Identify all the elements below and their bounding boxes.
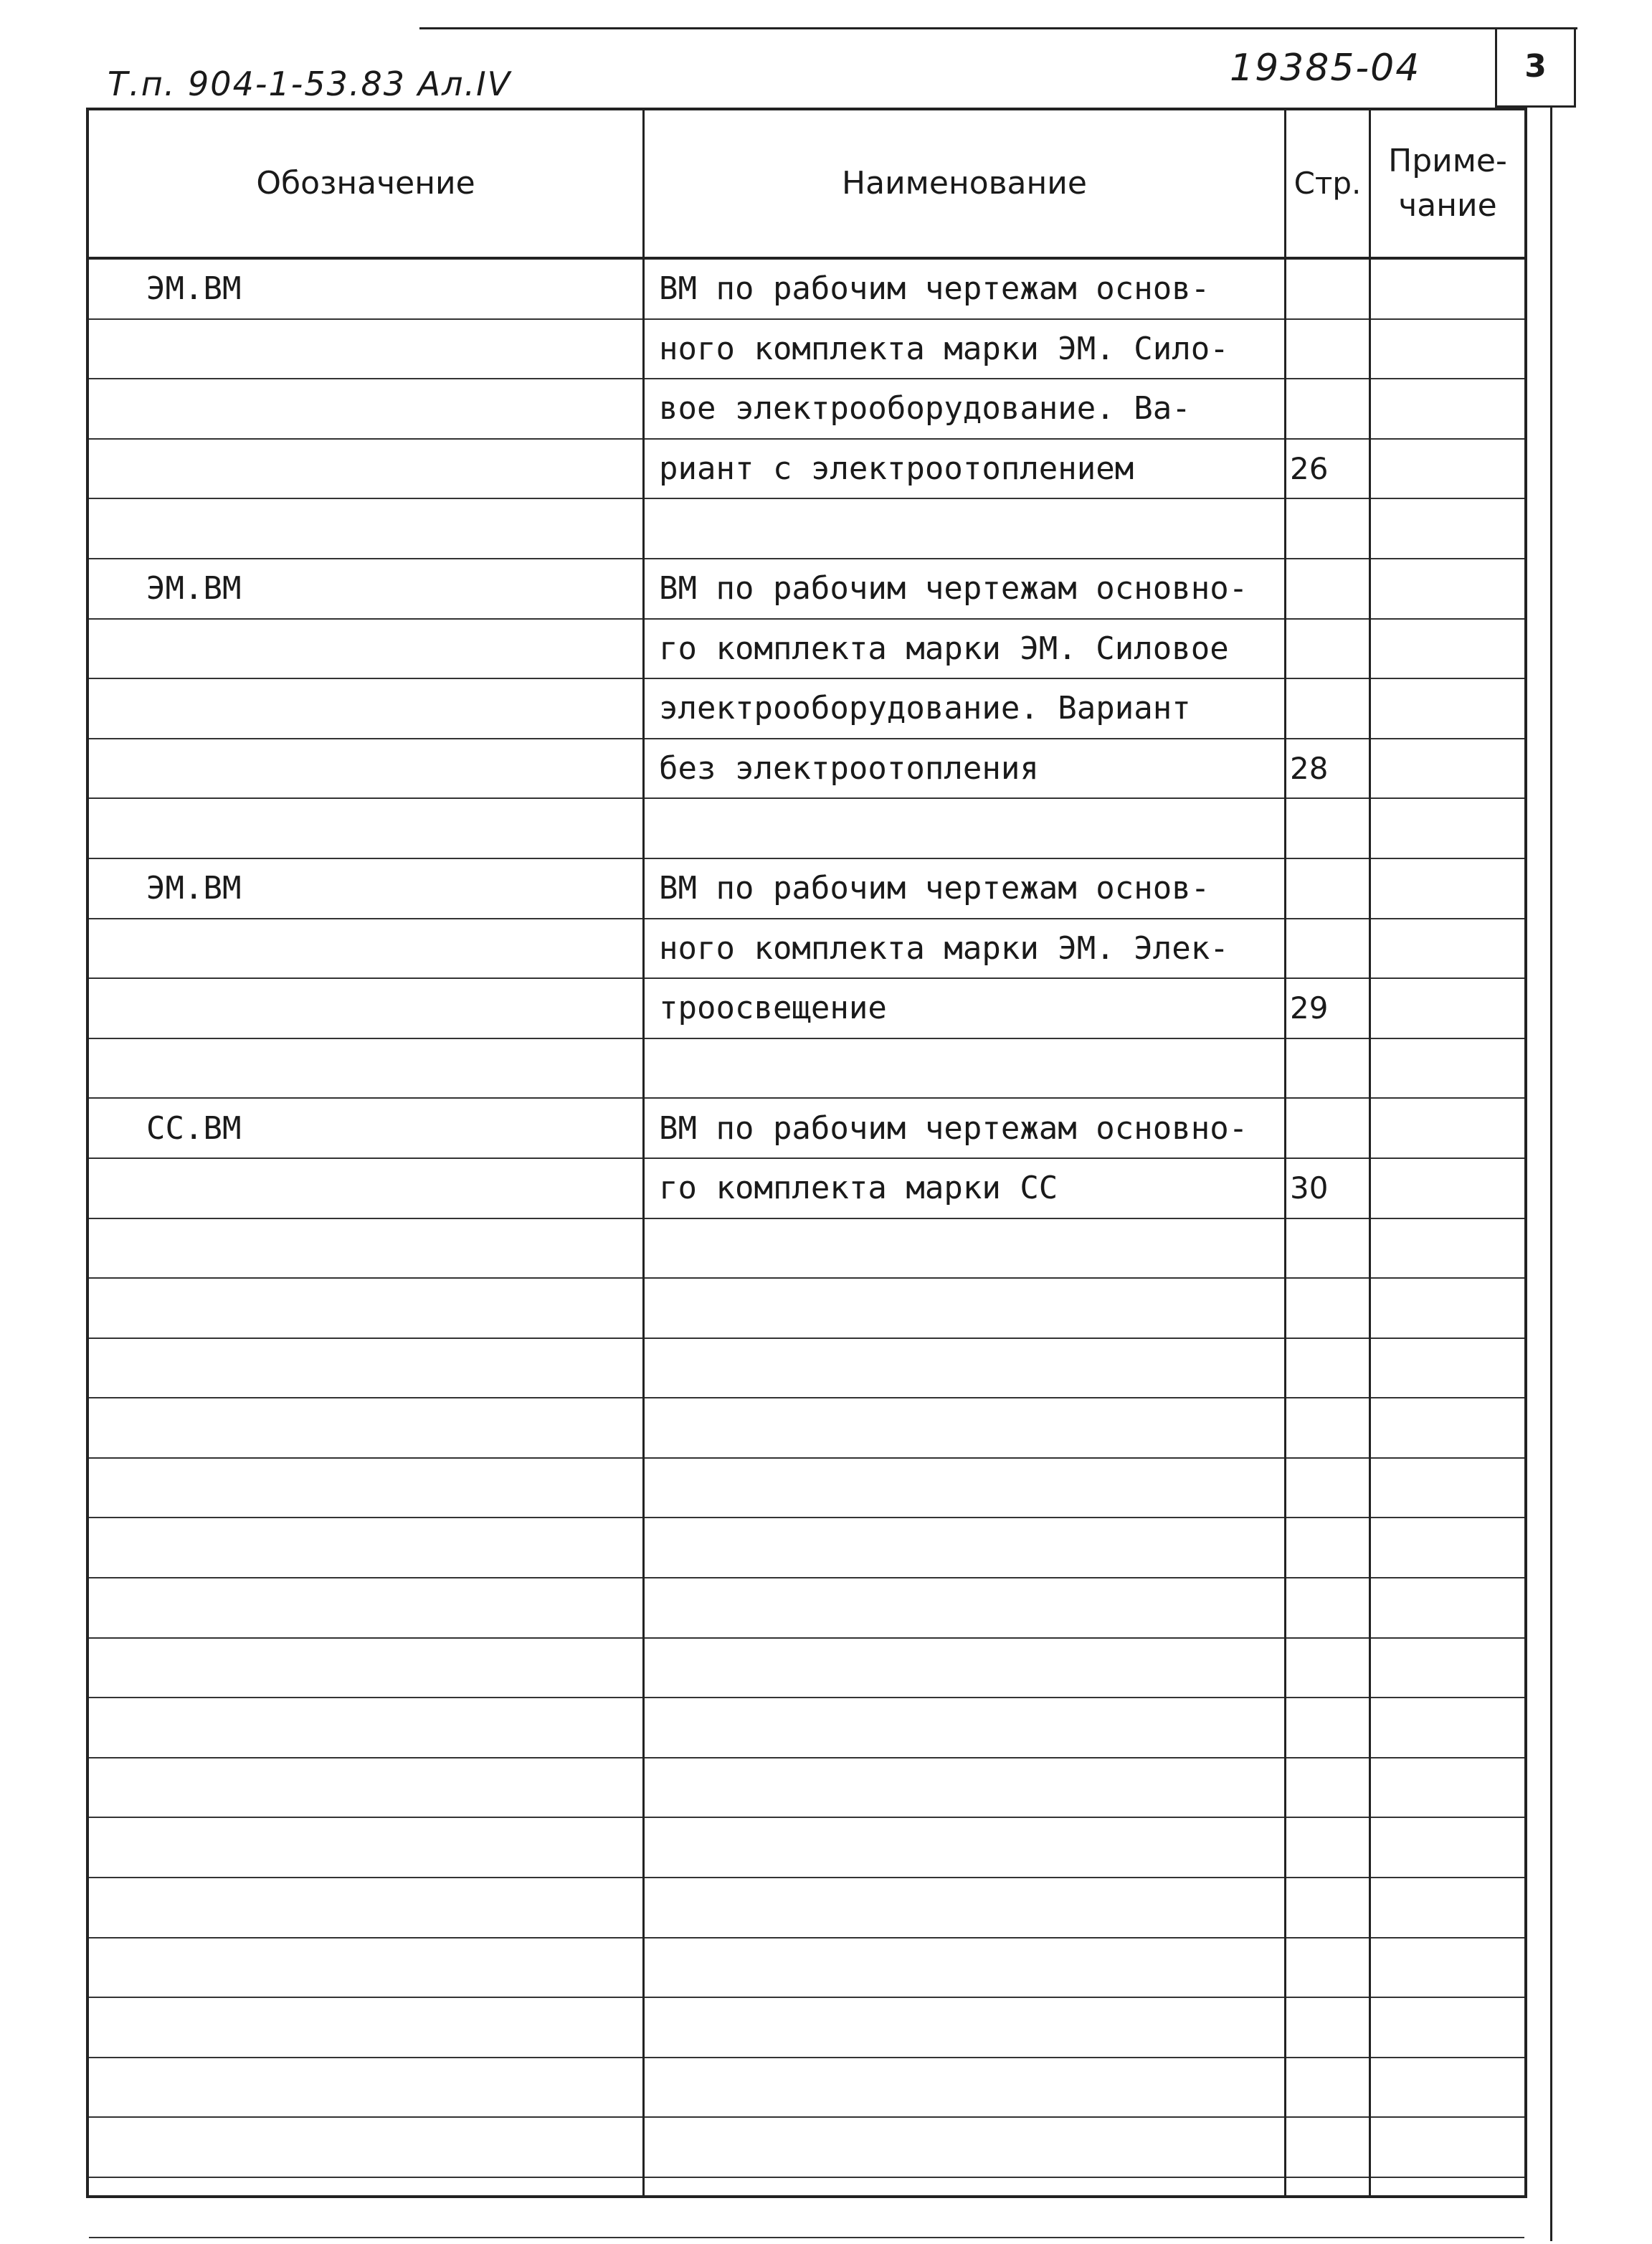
column-divider (1284, 110, 1286, 2195)
table-row (89, 1639, 1524, 1699)
table-row (89, 1518, 1524, 1578)
table-row (89, 379, 1524, 440)
cell-name (659, 499, 1283, 558)
cell-page (1290, 1398, 1367, 1457)
cell-note (1372, 1279, 1523, 1338)
column-divider (642, 110, 645, 2195)
cell-name (659, 1339, 1283, 1398)
table-row (89, 979, 1524, 1039)
cell-designation (146, 2058, 634, 2117)
cell-name (659, 1039, 1283, 1098)
cell-page: 28 (1290, 751, 1329, 787)
top-border-line (419, 27, 1577, 29)
table-row (89, 1398, 1524, 1459)
cell-name (659, 1459, 1283, 1518)
cell-page (1290, 1459, 1367, 1518)
table-row (89, 499, 1524, 559)
table-row (89, 440, 1524, 500)
cell-designation (146, 739, 634, 798)
cell-designation (146, 499, 634, 558)
cell-page (1290, 799, 1367, 858)
cell-designation (146, 1459, 634, 1518)
cell-note (1372, 1398, 1523, 1457)
table-row (89, 260, 1524, 320)
cell-designation (146, 799, 634, 858)
document-code: Т.п. 904-1-53.83 Ал.IV (108, 65, 512, 103)
cell-designation: СС.ВМ (146, 1109, 242, 1147)
cell-note (1372, 2058, 1523, 2117)
table-body (89, 260, 1524, 2238)
cell-note (1372, 2178, 1523, 2237)
cell-note (1372, 1159, 1523, 1218)
cell-designation (146, 1219, 634, 1278)
column-header-note: Приме- чание (1388, 143, 1507, 224)
cell-note (1372, 919, 1523, 978)
cell-designation (146, 1818, 634, 1877)
cell-note (1372, 1099, 1523, 1157)
cell-page (1290, 679, 1367, 738)
cell-name (659, 1818, 1283, 1877)
cell-name: риант с электроотоплением (659, 450, 1134, 488)
table-row (89, 1698, 1524, 1758)
cell-note (1372, 1039, 1523, 1098)
cell-note (1372, 620, 1523, 678)
cell-name (659, 1398, 1283, 1457)
cell-note (1372, 1818, 1523, 1877)
cell-note (1372, 320, 1523, 379)
cell-note (1372, 2118, 1523, 2177)
cell-name (659, 1998, 1283, 2057)
table-row (89, 859, 1524, 919)
table-row (89, 1219, 1524, 1279)
table-row (89, 1818, 1524, 1878)
cell-page (1290, 1938, 1367, 1997)
cell-designation (146, 1279, 634, 1338)
cell-note (1372, 1219, 1523, 1278)
table-row (89, 1878, 1524, 1938)
cell-name (659, 799, 1283, 858)
cell-name: электрооборудование. Вариант (659, 690, 1191, 727)
cell-designation (146, 1578, 634, 1637)
cell-designation (146, 320, 634, 379)
cell-designation: ЭМ.ВМ (146, 270, 242, 308)
cell-note (1372, 979, 1523, 1038)
cell-name (659, 1758, 1283, 1817)
cell-designation (146, 440, 634, 498)
cell-page (1290, 859, 1367, 918)
cell-name (659, 1518, 1283, 1577)
cell-designation (146, 1998, 634, 2057)
cell-designation (146, 1758, 634, 1817)
cell-page (1290, 1039, 1367, 1098)
cell-page (1290, 2178, 1367, 2237)
table-row (89, 1459, 1524, 1519)
cell-page (1290, 2118, 1367, 2177)
cell-page (1290, 1698, 1367, 1757)
table-row (89, 620, 1524, 680)
cell-note (1372, 1998, 1523, 2057)
cell-designation (146, 1039, 634, 1098)
cell-designation (146, 379, 634, 438)
cell-designation (146, 1339, 634, 1398)
cell-page (1290, 1878, 1367, 1937)
table-row (89, 2178, 1524, 2238)
cell-page (1290, 1518, 1367, 1577)
table-row (89, 1159, 1524, 1219)
cell-page (1290, 919, 1367, 978)
table-row (89, 2118, 1524, 2178)
cell-note (1372, 1518, 1523, 1577)
cell-note (1372, 859, 1523, 918)
cell-name: ВМ по рабочим чертежам основно- (659, 570, 1248, 607)
table-row (89, 919, 1524, 980)
cell-designation (146, 1698, 634, 1757)
cell-name: вое электрооборудование. Ва- (659, 390, 1191, 427)
table-row (89, 1938, 1524, 1999)
cell-page (1290, 1279, 1367, 1338)
cell-note (1372, 499, 1523, 558)
column-header-page: Стр. (1293, 166, 1362, 201)
table-row (89, 1339, 1524, 1399)
cell-note (1372, 260, 1523, 318)
cell-designation (146, 1878, 634, 1937)
cell-name (659, 1578, 1283, 1637)
cell-note (1372, 1938, 1523, 1997)
cell-page (1290, 1998, 1367, 2057)
contents-table (86, 108, 1527, 2198)
cell-page (1290, 1339, 1367, 1398)
cell-name (659, 1938, 1283, 1997)
table-row (89, 1758, 1524, 1819)
cell-designation (146, 1938, 634, 1997)
table-row (89, 559, 1524, 620)
cell-name: ВМ по рабочим чертежам основ- (659, 270, 1210, 308)
table-row (89, 1578, 1524, 1639)
cell-page (1290, 559, 1367, 618)
cell-note (1372, 559, 1523, 618)
cell-name (659, 1279, 1283, 1338)
cell-page (1290, 260, 1367, 318)
cell-designation (146, 620, 634, 678)
cell-name (659, 1698, 1283, 1757)
cell-note (1372, 1459, 1523, 1518)
cell-note (1372, 1758, 1523, 1817)
cell-note (1372, 679, 1523, 738)
cell-name: ного комплекта марки ЭМ. Сило- (659, 330, 1229, 367)
table-row (89, 1279, 1524, 1339)
column-header-designation: Обозначение (256, 165, 475, 202)
cell-name: троосвещение (659, 990, 887, 1027)
cell-designation (146, 1159, 634, 1218)
cell-designation (146, 1398, 634, 1457)
cell-note (1372, 1878, 1523, 1937)
cell-designation (146, 1518, 634, 1577)
cell-designation (146, 919, 634, 978)
cell-note (1372, 440, 1523, 498)
cell-note (1372, 1639, 1523, 1698)
cell-designation (146, 979, 634, 1038)
cell-name: ВМ по рабочим чертежам основно- (659, 1109, 1248, 1147)
cell-page: 26 (1290, 451, 1329, 487)
cell-name: го комплекта марки ЭМ. Силовое (659, 630, 1229, 667)
cell-note (1372, 1698, 1523, 1757)
cell-page (1290, 1758, 1367, 1817)
cell-designation (146, 679, 634, 738)
cell-name: ВМ по рабочим чертежам основ- (659, 870, 1210, 907)
cell-page (1290, 379, 1367, 438)
right-margin-rule (1550, 108, 1552, 2241)
cell-page: 29 (1290, 990, 1329, 1026)
sheet-number: 3 (1495, 27, 1576, 108)
document-number: 19385-04 (1230, 47, 1421, 90)
table-row (89, 1998, 1524, 2058)
cell-note (1372, 739, 1523, 798)
cell-note (1372, 1339, 1523, 1398)
cell-designation (146, 2178, 634, 2237)
column-header-name: Наименование (842, 165, 1087, 202)
cell-name: ного комплекта марки ЭМ. Элек- (659, 929, 1229, 967)
cell-page (1290, 1639, 1367, 1698)
cell-page (1290, 1219, 1367, 1278)
cell-name (659, 1219, 1283, 1278)
table-row (89, 1039, 1524, 1099)
cell-name (659, 2118, 1283, 2177)
cell-page: 30 (1290, 1170, 1329, 1206)
table-row (89, 1099, 1524, 1159)
cell-page (1290, 499, 1367, 558)
cell-page (1290, 320, 1367, 379)
cell-designation (146, 2118, 634, 2177)
cell-page (1290, 1099, 1367, 1157)
table-row (89, 2058, 1524, 2118)
cell-page (1290, 1578, 1367, 1637)
table-row (89, 320, 1524, 380)
table-row (89, 739, 1524, 800)
cell-designation: ЭМ.ВМ (146, 570, 242, 607)
table-header (89, 110, 1524, 260)
table-row (89, 679, 1524, 739)
cell-note (1372, 1578, 1523, 1637)
cell-note (1372, 379, 1523, 438)
cell-page (1290, 2058, 1367, 2117)
cell-note (1372, 799, 1523, 858)
cell-designation: ЭМ.ВМ (146, 870, 242, 907)
cell-name: без электроотопления (659, 750, 1039, 787)
cell-name (659, 2058, 1283, 2117)
table-row (89, 799, 1524, 859)
cell-name: го комплекта марки СС (659, 1170, 1058, 1207)
cell-page (1290, 1818, 1367, 1877)
cell-name (659, 1878, 1283, 1937)
cell-name (659, 1639, 1283, 1698)
cell-name (659, 2178, 1283, 2237)
cell-page (1290, 620, 1367, 678)
cell-designation (146, 1639, 634, 1698)
column-divider (1369, 110, 1371, 2195)
